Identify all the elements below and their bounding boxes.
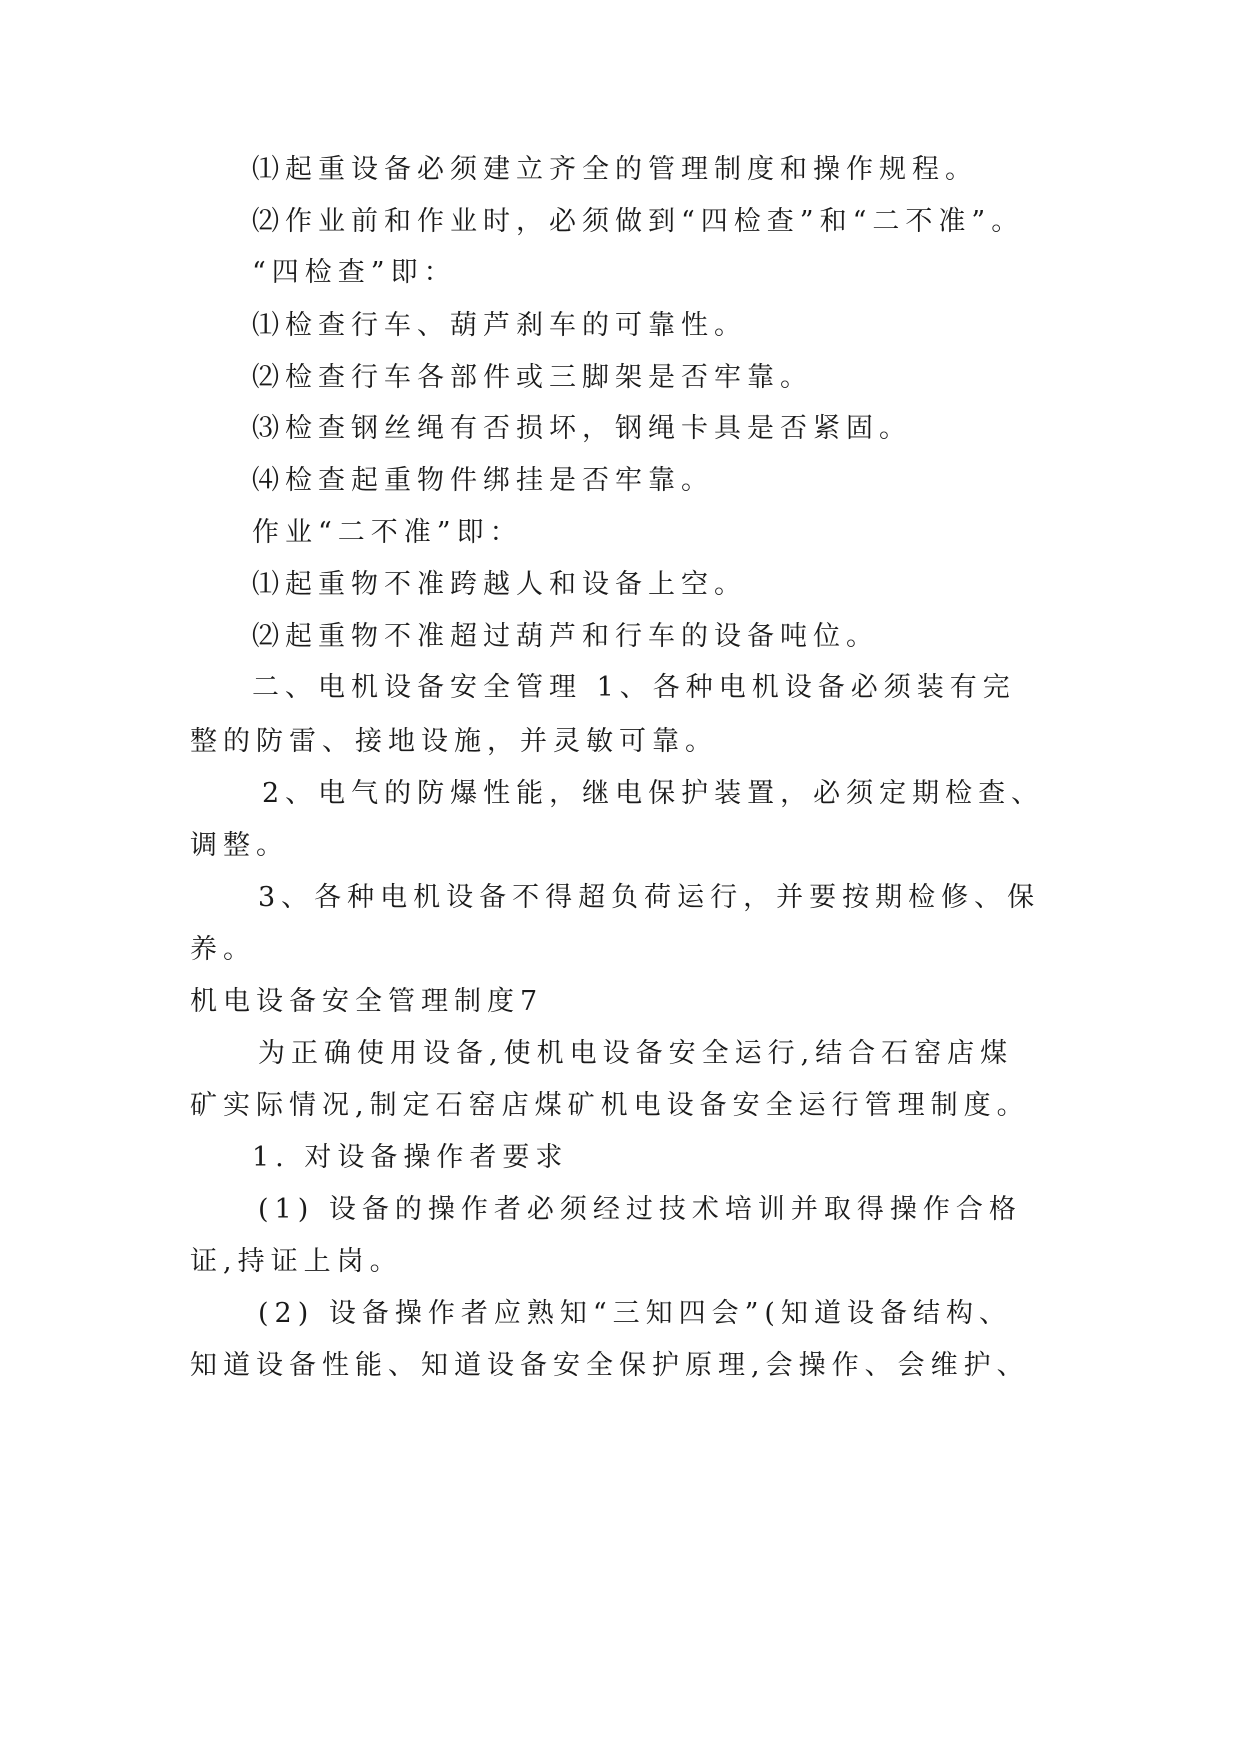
paragraph-line: ⑴检查行车、葫芦刹车的可靠性。 [252,310,747,341]
paragraph-line: 二、电机设备安全管理 1、各种电机设备必须装有完 [252,672,1016,703]
paragraph-line: 调整。 [190,830,289,861]
paragraph-line: ⑶检查钢丝绳有否损坏，钢绳卡具是否紧固。 [252,413,912,444]
paragraph-line: 2、电气的防爆性能，继电保护装置，必须定期检查、 [262,778,1045,809]
paragraph-line: ⑴起重物不准跨越人和设备上空。 [252,569,747,600]
paragraph-line: 养。 [190,934,256,965]
paragraph-line: ⑵检查行车各部件或三脚架是否牢靠。 [252,362,813,393]
paragraph-line: 知道设备性能、知道设备安全保护原理,会操作、会维护、 [190,1350,1030,1381]
paragraph-line: 作业“二不准”即： [252,517,523,548]
paragraph-line: 证,持证上岗。 [190,1246,403,1277]
paragraph-line: ⑴起重设备必须建立齐全的管理制度和操作规程。 [252,154,978,185]
paragraph-line: 为正确使用设备,使机电设备安全运行,结合石窑店煤 [258,1038,1014,1069]
paragraph-line: (2) 设备操作者应熟知“三知四会”(知道设备结构、 [258,1298,1012,1329]
paragraph-line: 整的防雷、接地设施，并灵敏可靠。 [190,726,718,757]
paragraph-line: “四检查”即： [252,257,457,288]
paragraph-line: ⑵作业前和作业时，必须做到“四检查”和“二不准”。 [252,206,1025,237]
paragraph-line: 矿实际情况,制定石窑店煤矿机电设备安全运行管理制度。 [190,1090,1030,1121]
paragraph-line: ⑷检查起重物件绑挂是否牢靠。 [252,465,714,496]
paragraph-line: (1) 设备的操作者必须经过技术培训并取得操作合格 [258,1194,1022,1225]
paragraph-line: 3、各种电机设备不得超负荷运行，并要按期检修、保 [258,882,1041,913]
list-heading: 1. 对设备操作者要求 [252,1142,569,1173]
section-heading: 机电设备安全管理制度7 [190,986,544,1017]
paragraph-line: ⑵起重物不准超过葫芦和行车的设备吨位。 [252,621,879,652]
